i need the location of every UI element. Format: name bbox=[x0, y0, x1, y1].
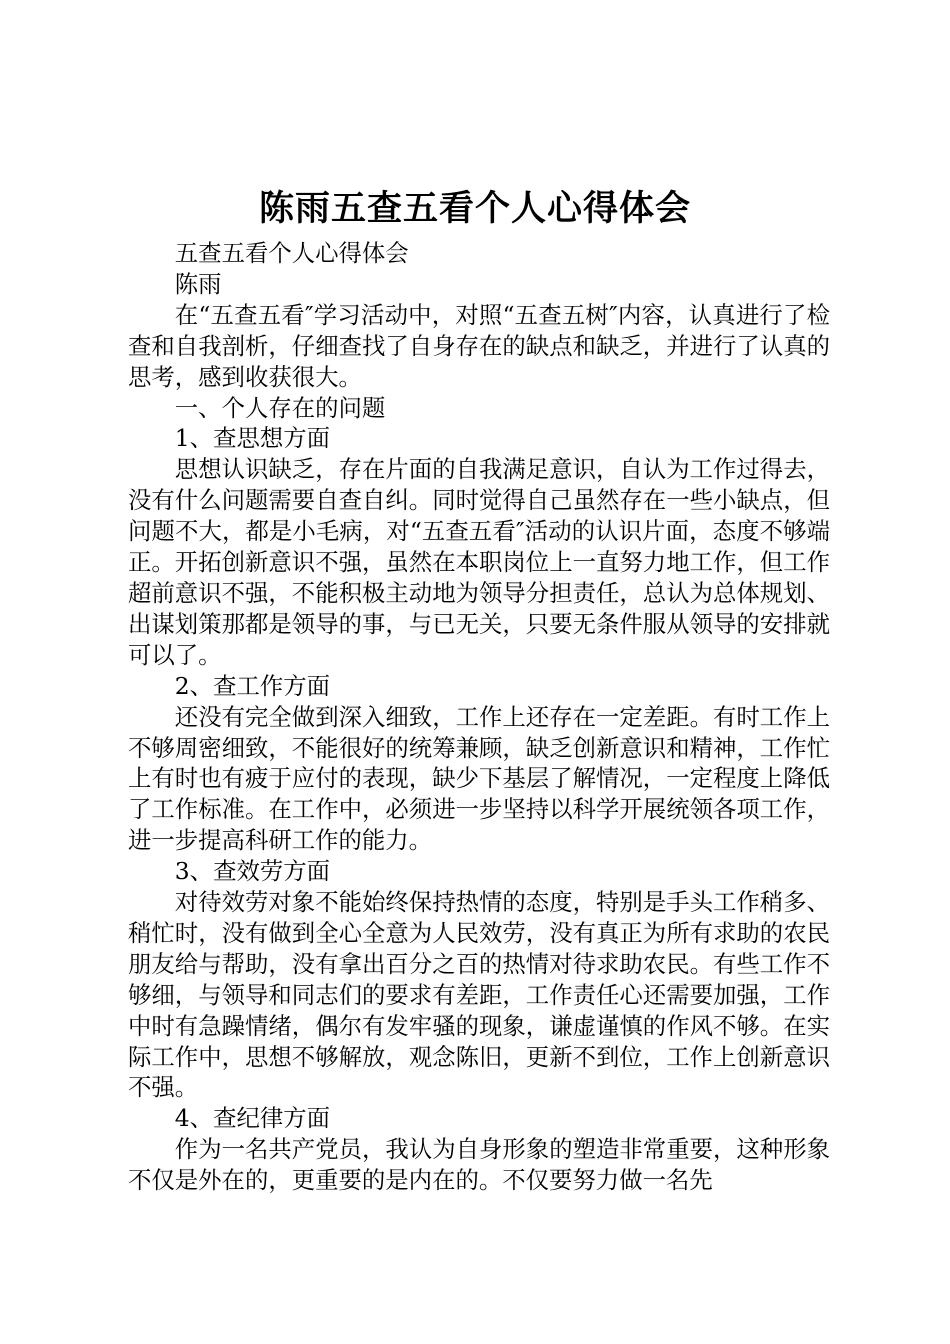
subsection-text-thought: 思想认识缺乏，存在片面的自我满足意识，自认为工作过得去，没有什么问题需要自查自纠。同时觉得自己虽然存在一些小缺点，但问题不大，都是小毛病，对“五查五看″活动的认识片面，态度不够端正。开拓创新意识不强，虽然在本职岗位上一直努力地工作，但工作超前意识不强，不能积极主动地为领导分担责任，总认为总体规划、出谋划策那都是领导的事，与已无关，只要无条件服从领导的安排就可以了。 bbox=[128, 455, 830, 669]
document-body bbox=[128, 238, 830, 1196]
subsection-text-service: 对待效劳对象不能始终保持热情的态度，特别是手头工作稍多、稍忙时，没有做到全心全意为人民效劳，没有真正为所有求助的农民朋友给与帮助，没有拿出百分之百的热情对待求助农民。有些工作不够细，与领导和同志们的要求有差距，工作责任心还需要加强，工作中时有急躁情绪，偶尔有发牢骚的现象，谦虚谨慎的作风不够。在实际工作中，思想不够解放，观念陈旧，更新不到位，工作上创新意识不强。 bbox=[128, 888, 830, 1102]
section-heading-problems: 一、个人存在的问题 bbox=[174, 393, 386, 422]
document-author: 陈雨 bbox=[174, 269, 222, 298]
subsection-heading-discipline: 4、查纪律方面 bbox=[174, 1104, 331, 1133]
subsection-heading-service: 3、查效劳方面 bbox=[174, 857, 331, 886]
document-title: 陈雨五查五看个人心得体会 bbox=[258, 188, 691, 229]
document-subtitle: 五查五看个人心得体会 bbox=[174, 239, 409, 267]
subsection-heading-work: 2、查工作方面 bbox=[174, 671, 331, 700]
subsection-heading-thought: 1、查思想方面 bbox=[174, 424, 331, 453]
intro-paragraph: 在“五查五看″学习活动中，对照“五查五树″内容，认真进行了检查和自我剖析，仔细查找了自身存在的缺点和缺乏，并进行了认真的思考，感到收获很大。 bbox=[128, 300, 830, 391]
subsection-text-discipline: 作为一名共产党员，我认为自身形象的塑造非常重要，这种形象不仅是外在的，更重要的是内在的。不仅要努力做一名先 bbox=[128, 1135, 830, 1195]
subsection-text-work: 还没有完全做到深入细致，工作上还存在一定差距。有时工作上不够周密细致，不能很好的统筹兼顾，缺乏创新意识和精神，工作忙上有时也有疲于应付的表现，缺少下基层了解情况，一定程度上降低了工作标准。在工作中，必须进一步坚持以科学开展统领各项工作，进一步提高科研工作的能力。 bbox=[128, 702, 830, 855]
